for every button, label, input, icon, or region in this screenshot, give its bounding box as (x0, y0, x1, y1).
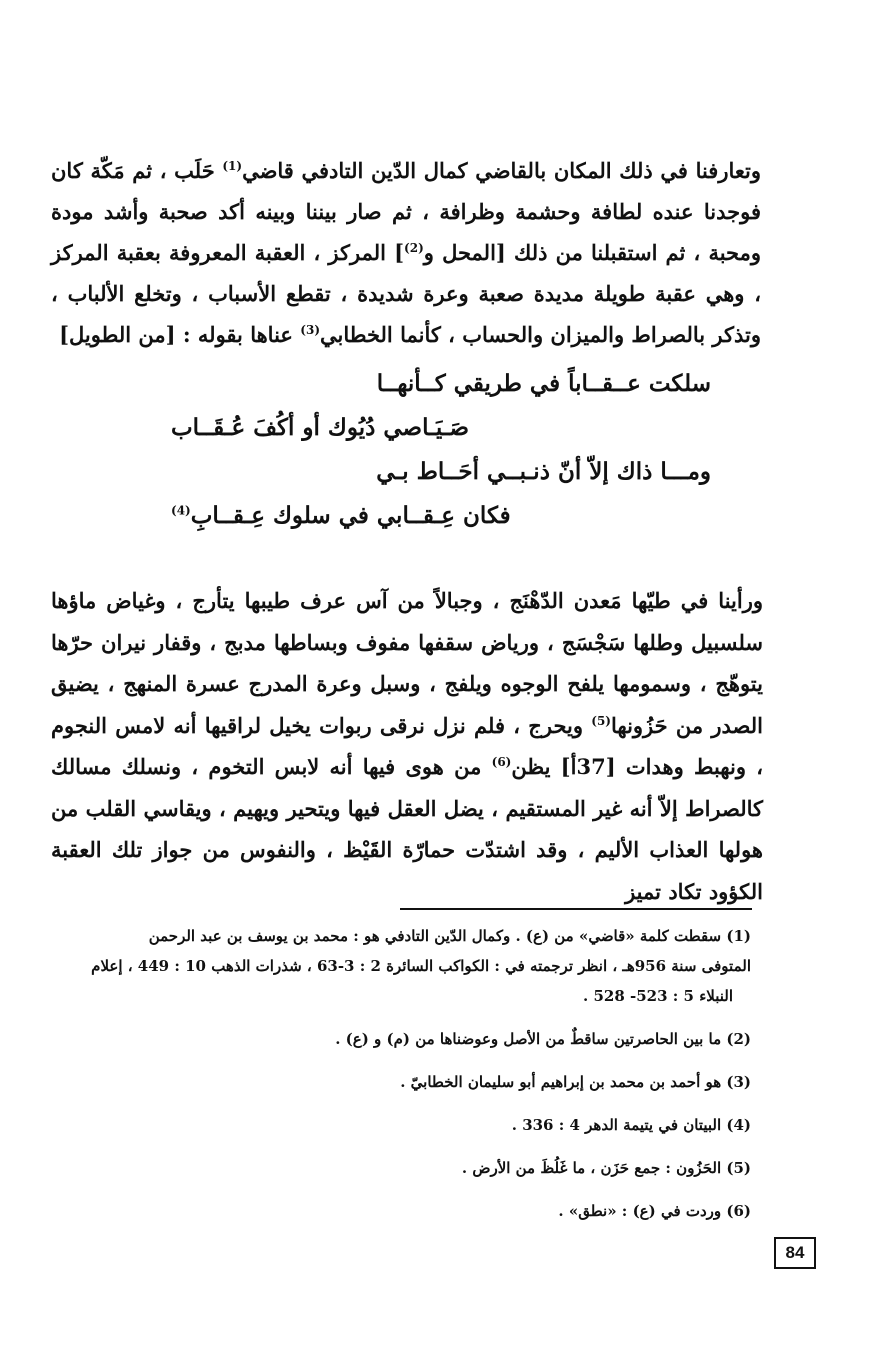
body-paragraph-1 (51, 150, 761, 355)
footnote-3: (3) هو أحمد بن محمد بن إبراهيم أبو سليمان الخطابيّ . (400, 1073, 751, 1091)
footnote-ref-6[interactable]: (6) (491, 755, 512, 769)
footnote-1-line-1: (1) سقطت كلمة «قاضي» من (ع) . وكمال الدّين التادفي هو : محمد بن يوسف بن عبد الرحمن (148, 927, 751, 945)
footnote-1-line-2: المتوفى سنة 956هـ ، انظر ترجمته في : الكواكب السائرة 2 : 3-63 ، شذرات الذهب 10 : 449 ، إعلام (91, 957, 751, 975)
footnote-6: (6) وردت في (ع) : «نطق» . (558, 1202, 751, 1220)
footnote-1-line-3: النبلاء 5 : 523- 528 . (583, 987, 733, 1005)
footnote-4: (4) البيتان في يتيمة الدهر 4 : 336 . (511, 1116, 751, 1134)
footnote-ref-5[interactable]: (5) (591, 713, 611, 728)
para2-text-b: ويحرج ، فلم نزل نرقى ربوات يخيل لراقيها أنه لامس النجوم ، ونهبط وهدات [37أ] يظن (51, 712, 764, 779)
para1-text-a: وتعارفنا في ذلك المكان بالقاضي كمال الدّين التادفي قاضي (242, 158, 762, 183)
page-number: 84 (774, 1237, 816, 1269)
para2-text-a: ورأينا في طيّها مَعدن الدّهْنَج ، وجبالاً من آس عرف طيبها يتأرج ، وغياض ماؤها سلسبيل وطلها سَجْسَج ، ورياض سقفها مفوف وبساطها مدبج ، وقفار نيران حرّها يتوهّج ، وسمومها يلفح الوجوه ويلفج ، وسبل وعرة المدرج عسرة المنهج ، يضيق الصدر من حَزُونها (51, 588, 763, 738)
body-paragraph-2 (51, 580, 763, 912)
footnote-ref-3[interactable]: (3) (300, 323, 320, 337)
para1-text-b: حَلَب ، ثم مَكّة كان فوجدنا عنده لطافة وحشمة وظرافة ، ثم صار بيننا وبينه أكد صحبة وأشد مودة ومحبة ، ثم استقبلنا من ذلك [المحل و (51, 158, 762, 265)
footnotes (51, 925, 751, 1243)
footnote-ref-1[interactable]: (1) (222, 159, 243, 173)
footnote-divider (400, 908, 752, 910)
poem-verse-4 (171, 494, 731, 538)
poem-block (171, 362, 731, 538)
para1-text-c: ] المركز ، العقبة المعروفة بعقبة المركز ، وهي عقبة طويلة مديدة صعبة وعرة شديدة ، تقطع الأسباب ، وتخلع الألباب ، وتذكر بالصراط والميزان والحساب ، كأنما الخطابي (51, 240, 761, 347)
para2-text-c: من هوى فيها أنه لابس التخوم ، ونسلك مسالك كالصراط إلاّ أنه غير المستقيم ، يضل العقل فيها ويتحير ويهيم ، ويقاسي القلب من هولها العذاب الأليم ، وقد اشتدّت حمارّة القَيْظ ، والنفوس من جواز تلك العقبة الكؤود تكاد تميز (51, 754, 763, 904)
footnote-2: (2) ما بين الحاصرتين ساقطٌ من الأصل وعوضناها من (م) و (ع) . (335, 1030, 751, 1048)
poem-verse-3: ومـــا ذاك إلاّ أنّ ذنـبــي أحَــاط بـي (376, 458, 711, 485)
para1-text-d: عناها بقوله : [من الطويل] (59, 322, 301, 347)
poem-verse-1: سلكت عــقــاباً في طريقي كــأنهــا (376, 370, 711, 397)
footnote-5: (5) الحَزُون : جمع حَزَن ، ما غَلُظَ من الأرض . (461, 1159, 751, 1177)
poem-verse-2: صَـيَـاصي دُيُوك أو أكُفَ عُـقَــاب (171, 414, 470, 441)
poem-verse-4-text: فكان عِـقــابي في سلوك عِـقــابِ (190, 502, 511, 529)
footnote-ref-2[interactable]: (2) (404, 241, 424, 255)
footnote-ref-4[interactable]: (4) (171, 503, 191, 518)
